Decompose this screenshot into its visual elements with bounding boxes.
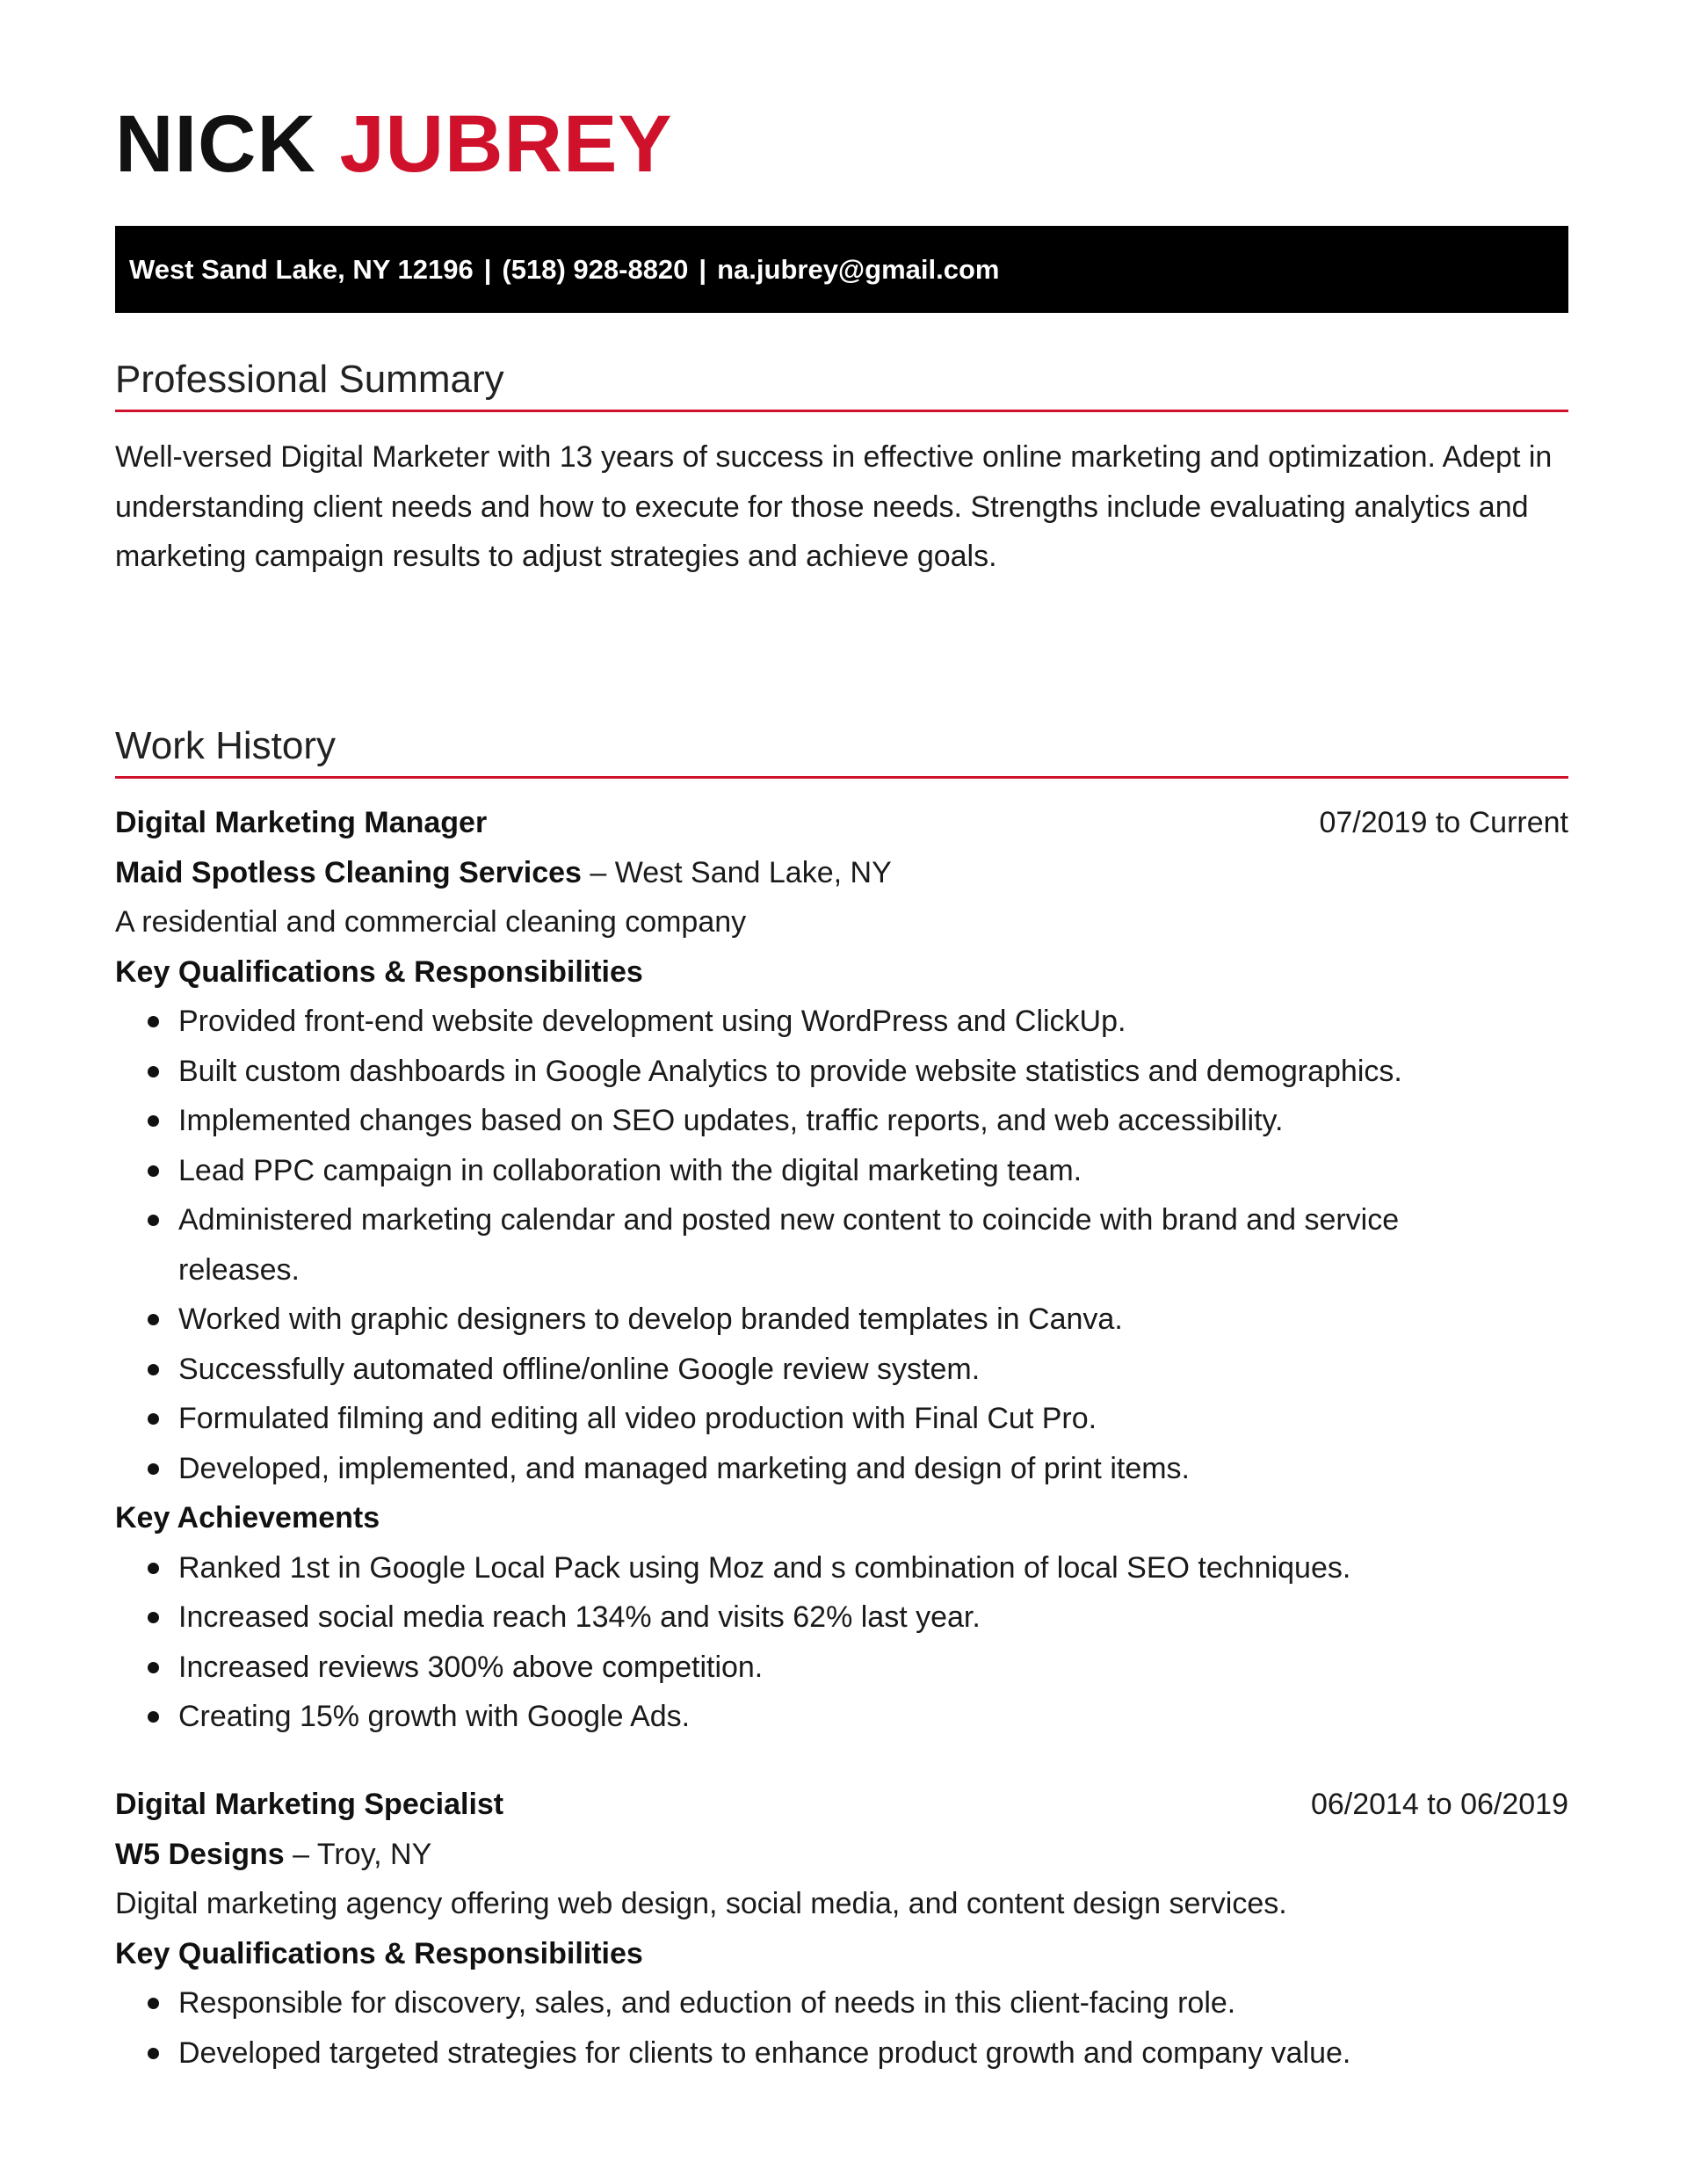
- company-location: – West Sand Lake, NY: [581, 855, 892, 889]
- list-item: Built custom dashboards in Google Analytics to provide website statistics and demographics.: [178, 1047, 1568, 1097]
- list-item: Ranked 1st in Google Local Pack using Moz and s combination of local SEO techniques.: [178, 1543, 1568, 1593]
- job-entry: [115, 798, 1568, 1742]
- job-dates: 06/2014 to 06/2019: [1310, 1788, 1568, 1821]
- job-header: [115, 798, 1568, 848]
- list-item: Administered marketing calendar and posted new content to coincide with brand and service releases.: [178, 1195, 1568, 1295]
- contact-phone: (518) 928-8820: [502, 254, 689, 285]
- job-title: Digital Marketing Specialist: [115, 1788, 504, 1821]
- company-location: – Troy, NY: [284, 1837, 432, 1871]
- job-header: [115, 1780, 1568, 1830]
- contact-separator: |: [699, 254, 707, 285]
- job-employer: [115, 848, 1568, 898]
- list-item: Creating 15% growth with Google Ads.: [178, 1692, 1568, 1742]
- list-item: Developed targeted strategies for clients to enhance product growth and company value.: [178, 2028, 1568, 2079]
- contact-separator: |: [483, 254, 492, 285]
- last-name: JUBREY: [339, 99, 673, 189]
- candidate-name: [115, 99, 673, 189]
- achievements-list: [115, 1543, 1568, 1742]
- achievements-heading: Key Achievements: [115, 1501, 380, 1535]
- list-item: Developed, implemented, and managed marketing and design of print items.: [178, 1444, 1568, 1494]
- qualifications-list: [115, 1978, 1568, 2078]
- contact-location: West Sand Lake, NY 12196: [129, 254, 474, 285]
- company-name: Maid Spotless Cleaning Services: [115, 855, 582, 889]
- list-item: Implemented changes based on SEO updates, traffic reports, and web accessibility.: [178, 1096, 1568, 1146]
- list-item: Successfully automated offline/online Google review system.: [178, 1345, 1568, 1395]
- list-item: Responsible for discovery, sales, and eduction of needs in this client-facing role.: [178, 1978, 1568, 2028]
- job-dates: 07/2019 to Current: [1319, 806, 1568, 839]
- list-item: Formulated filming and editing all video production with Final Cut Pro.: [178, 1394, 1568, 1444]
- list-item: Increased social media reach 134% and visits 62% last year.: [178, 1593, 1568, 1643]
- qualifications-heading: Key Qualifications & Responsibilities: [115, 1936, 643, 1970]
- contact-email: na.jubrey@gmail.com: [717, 254, 1000, 285]
- company-name: W5 Designs: [115, 1837, 285, 1871]
- company-description: Digital marketing agency offering web design, social media, and content design services.: [115, 1887, 1287, 1920]
- list-item: Worked with graphic designers to develop branded templates in Canva.: [178, 1295, 1568, 1345]
- list-item: Increased reviews 300% above competition.: [178, 1643, 1568, 1693]
- company-description: A residential and commercial cleaning company: [115, 905, 747, 939]
- qualifications-list: [115, 997, 1568, 1493]
- job-entry: [115, 1780, 1568, 2078]
- list-item: Provided front-end website development using WordPress and ClickUp.: [178, 997, 1568, 1047]
- contact-bar: [115, 226, 1568, 313]
- job-title: Digital Marketing Manager: [115, 806, 488, 839]
- section-heading-work-history: Work History: [115, 727, 1568, 779]
- first-name: NICK: [115, 99, 316, 189]
- qualifications-heading: Key Qualifications & Responsibilities: [115, 954, 643, 989]
- list-item: Lead PPC campaign in collaboration with the digital marketing team.: [178, 1146, 1568, 1196]
- job-employer: [115, 1830, 1568, 1880]
- summary-text: Well-versed Digital Marketer with 13 years of success in effective online marketing and optimization. Adept in understanding client needs and how to execute for those needs. Strengths include evaluating analytics and marketing campaign results to adjust strategies and achieve goals.: [115, 440, 1553, 573]
- section-heading-summary: Professional Summary: [115, 360, 1568, 412]
